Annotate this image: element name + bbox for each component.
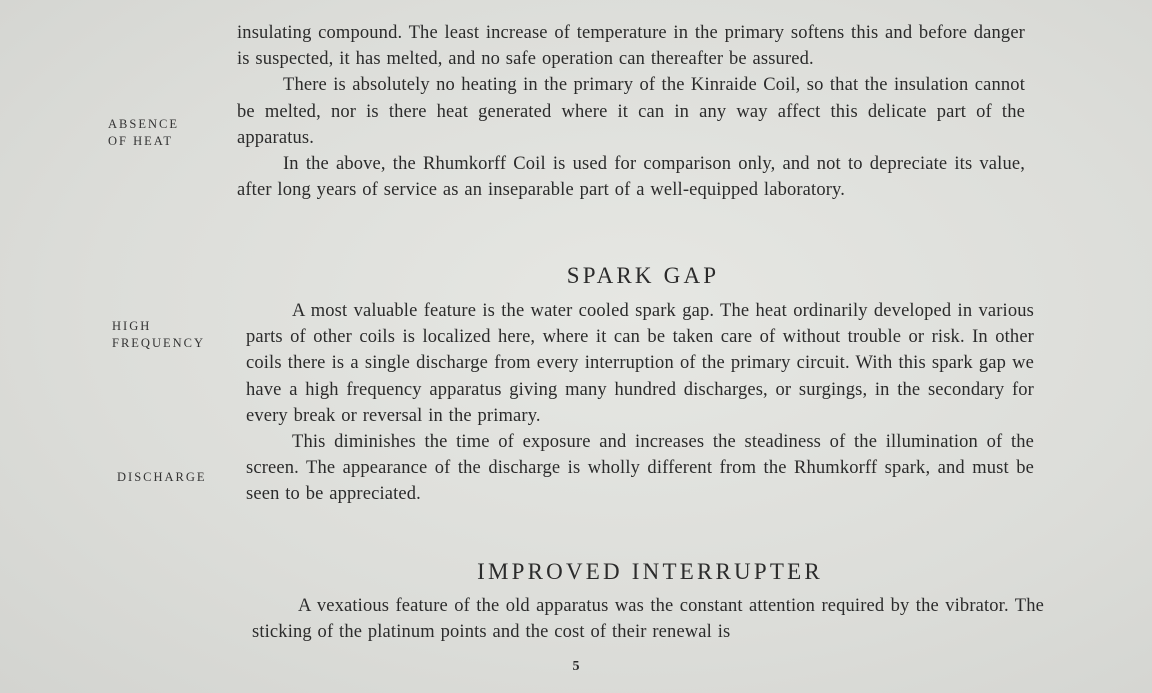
margin-note-high-line1: HIGH [112, 319, 152, 333]
heading-improved-interrupter: IMPROVED INTERRUPTER [477, 559, 823, 584]
page-number: 5 [572, 659, 580, 674]
paragraph-comparison: In the above, the Rhumkorff Coil is used for comparison only, and not to depreciate its value, after long years of service as an inseparable part of a well-equipped laboratory. [237, 154, 1025, 201]
margin-note-high-frequency [112, 318, 205, 352]
text-block-spark-gap [246, 298, 1034, 508]
margin-note-discharge-line1: DISCHARGE [117, 470, 207, 484]
margin-note-absence-of-heat [108, 116, 179, 150]
paragraph-water-cooled-spark-gap: A most valuable feature is the water cooled spark gap. The heat ordinarily developed in various parts of other coils is localized here, where it can be taken care of without trouble or risk. In other coils there is a single discharge from every interruption of the primary circuit. With this spark gap we have a high frequency apparatus giving many hundred discharges, or surgings, in the secondary for every break or reversal in the primary. [246, 301, 1034, 426]
margin-note-discharge [117, 469, 207, 486]
margin-note-absence-line1: ABSENCE [108, 117, 179, 131]
text-block-interrupter [252, 593, 1044, 645]
margin-note-absence-line2: OF HEAT [108, 134, 174, 148]
paragraph-insulating-compound: insulating compound. The least increase of temperature in the primary softens this and before danger is suspected, it has melted, and no safe operation can thereafter be assured. [237, 23, 1025, 70]
margin-note-high-line2: FREQUENCY [112, 336, 206, 350]
text-block-intro [237, 20, 1025, 203]
paragraph-absence-of-heat: There is absolutely no heating in the primary of the Kinraide Coil, so that the insulation cannot be melted, nor is there heat generated where it can in any way affect this delicate part of the apparatus. [237, 75, 1025, 148]
paragraph-vexatious-feature: A vexatious feature of the old apparatus was the constant attention required by the vibrator. The sticking of the platinum points and the cost of their renewal is [252, 596, 1044, 643]
paragraph-exposure-time: This diminishes the time of exposure and increases the steadiness of the illumination of the screen. The appearance of the discharge is wholly different from the Rhumkorff spark, and must be seen to be appreciated. [246, 432, 1034, 505]
heading-spark-gap: SPARK GAP [566, 263, 720, 288]
